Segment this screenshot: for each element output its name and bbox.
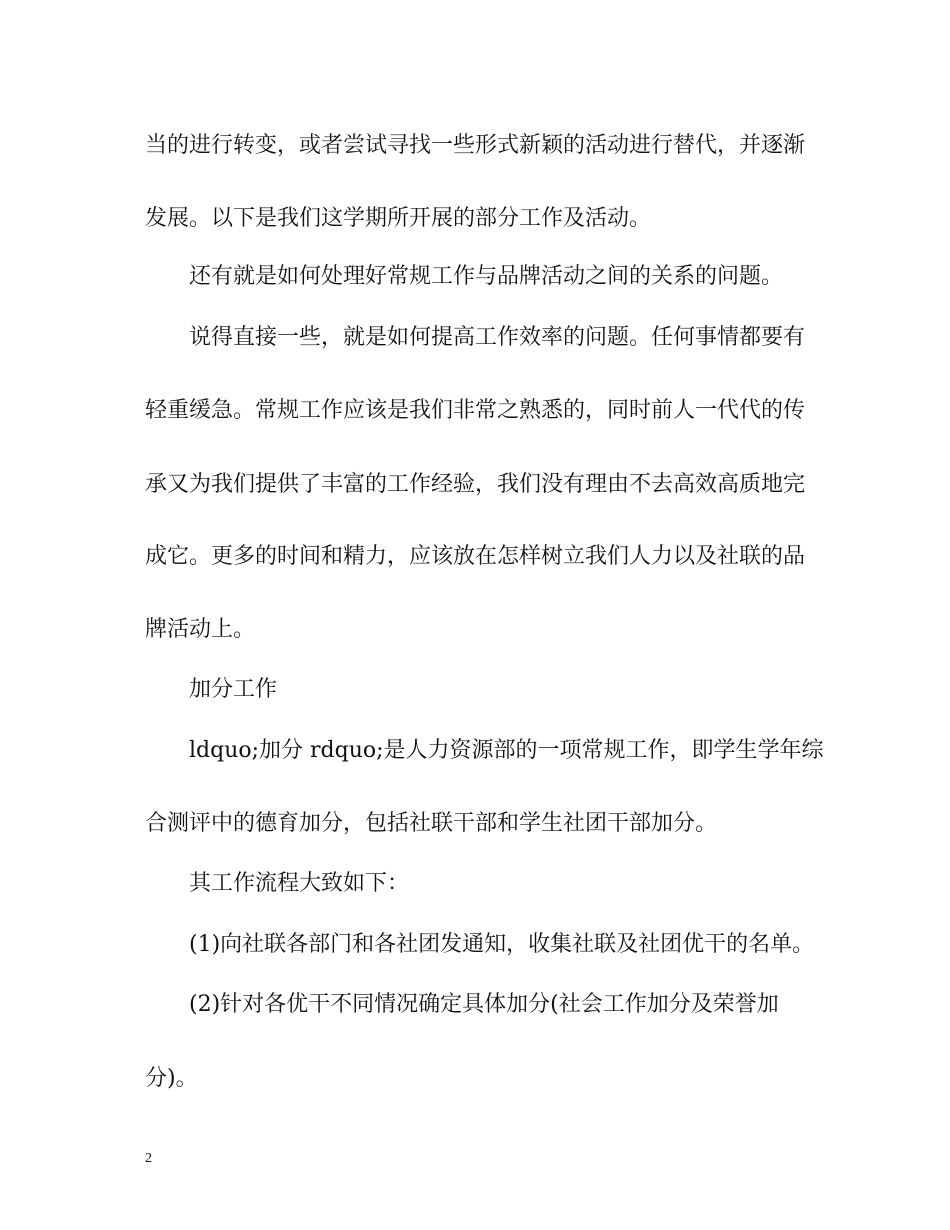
section-heading: 加分工作	[189, 677, 278, 702]
list-item-1: (1)向社联各部门和各社团发通知，收集社联及社团优干的名单。	[189, 932, 815, 957]
paragraph-line-12: 其工作流程大致如下：	[189, 871, 410, 896]
paragraph-line-4: 说得直接一些，就是如何提高工作效率的问题。任何事情都要有	[189, 325, 806, 350]
page-number: 2	[145, 1151, 152, 1166]
text-line-7: 成它。更多的时间和精力，应该放在怎样树立我们人力以及社联的品	[145, 544, 806, 569]
list-item-2-continuation: 分)。	[145, 1066, 198, 1091]
text-line-1: 当的进行转变，或者尝试寻找一些形式新颖的活动进行替代，并逐渐	[145, 133, 806, 158]
text-line-11: 合测评中的德育加分，包括社联干部和学生社团干部加分。	[145, 811, 718, 836]
text-line-8: 牌活动上。	[145, 617, 256, 642]
list-item-2: (2)针对各优干不同情况确定具体加分(社会工作加分及荣誉加	[189, 992, 779, 1017]
paragraph-line-3: 还有就是如何处理好常规工作与品牌活动之间的关系的问题。	[189, 264, 784, 289]
text-line-5: 轻重缓急。常规工作应该是我们非常之熟悉的，同时前人一代代的传	[145, 398, 806, 423]
text-line-2: 发展。以下是我们这学期所开展的部分工作及活动。	[145, 206, 652, 231]
paragraph-line-10: ldquo;加分 rdquo;是人力资源部的一项常规工作，即学生学年综	[189, 738, 824, 763]
text-line-6: 承又为我们提供了丰富的工作经验，我们没有理由不去高效高质地完	[145, 472, 806, 497]
